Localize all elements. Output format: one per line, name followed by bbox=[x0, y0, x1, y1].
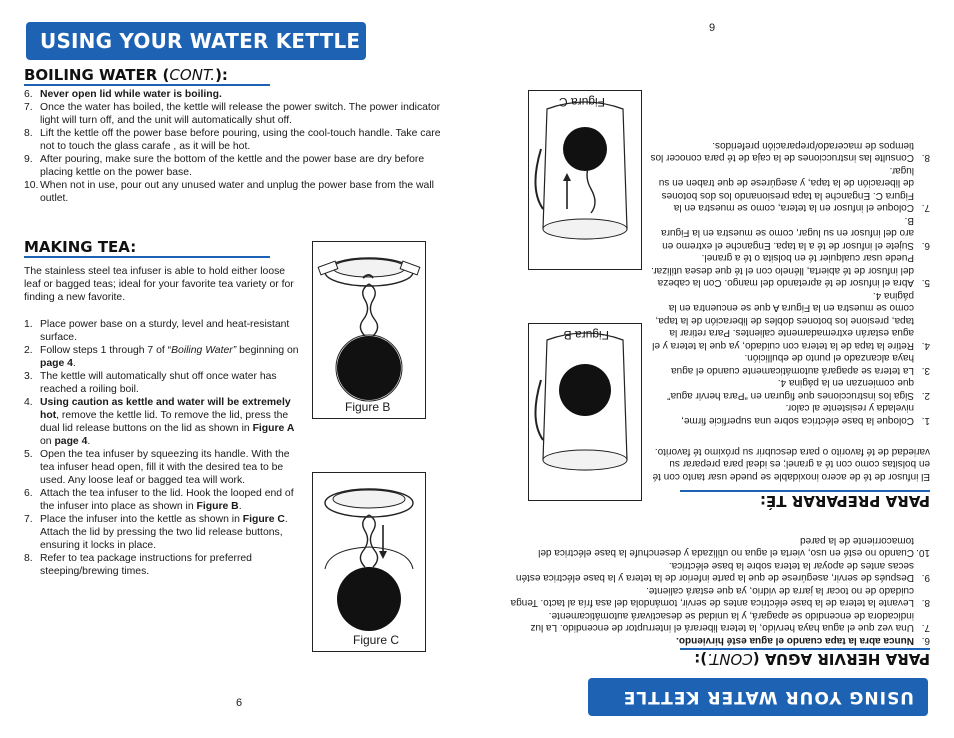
list-item: 7. Una vez que el agua haya hervido, la tetera liberará el interruptor de encendido. La luz indicadora de encendido se apagará, y la unidad se desactivará automáticamente. bbox=[530, 610, 930, 634]
list-item: 3. La tetera se apagará automáticamente cuando el agua haya alcanzado el punto de ebullición. bbox=[671, 352, 930, 376]
infuser-in-kettle-illustration bbox=[529, 324, 641, 500]
list-item: 5. Open the tea infuser by squeezing its handle. With the tea infuser head open, fill it with the desired tea to be used. Any loose leaf or bagged tea will work. bbox=[24, 449, 290, 486]
list-item: 7. Once the water has boiled, the kettle will release the power switch. The power indicator light will turn off, and the unit will automatically shut off. bbox=[24, 102, 441, 126]
list-item: 1. Coloque la base eléctrica sobre una superficie firme, nivelada y resistente al calor. bbox=[681, 402, 930, 426]
tea-intro-es: El infusor de té de acero inoxidable se puede usar tanto con té en bolsitas como con té a granel; es ideal para preparar su variedad de té favorito o para descubrir su próximo té favorito. bbox=[652, 446, 930, 482]
page-number: 6 bbox=[236, 697, 243, 709]
heading-rule bbox=[24, 256, 270, 258]
figure-b-label: Figure B bbox=[345, 400, 391, 414]
heading-rule bbox=[24, 84, 270, 86]
list-item: 4. Retire la tapa de la tetera con cuidado, ya que la tetera y el agua estarán extremadamente calientes. Para retirar la tapa, presione los botones dobles de liberación de la tapa, como se muestra en la Figura A que se encuentra en la página 4. bbox=[652, 290, 930, 351]
banner-title: USING YOUR WATER KETTLE bbox=[622, 687, 914, 707]
figura-b-label: Figura B bbox=[563, 328, 609, 342]
list-item: 10. Cuando no esté en uso, vierta el agua no utilizada y desenchufe la base eléctrica del tomacorriente de la pared bbox=[538, 535, 930, 559]
list-item: 6. Nunca abra la tapa cuando el agua esté hirviendo. bbox=[676, 635, 930, 646]
page-banner bbox=[26, 22, 366, 60]
list-item: 2. Follow steps 1 through 7 of “Boiling Water” beginning on page 4. bbox=[24, 345, 299, 369]
lid-on-kettle-illustration bbox=[529, 91, 641, 269]
list-item: 9. After pouring, make sure the bottom of the kettle and the power base are dry before placing kettle on the power base. bbox=[24, 154, 425, 178]
boiling-steps-list-es bbox=[500, 534, 930, 647]
list-item: 8. Consulte las instrucciones de la caja de té para conocer los tiempos de macerado/preparación preferidos. bbox=[650, 140, 930, 164]
heading-rule bbox=[680, 648, 930, 650]
list-item: 8. Levante la tetera de la base eléctrica antes de servir, tomándola del asa fría al tacto. Tenga cuidado de no tocar la jarra de vidrio, ya que estará caliente. bbox=[510, 585, 930, 609]
infuser-into-kettle-illustration bbox=[313, 473, 425, 651]
list-item: 4. Using caution as kettle and water will be extremely hot, remove the kettle lid. To remove the lid, press the dual lid release buttons on the lid as shown in Figure A on page 4. bbox=[24, 397, 295, 447]
list-item: 2. Siga los instrucciones que figuran en “Para hervir agua” que comienzan en la página 4. bbox=[667, 377, 930, 401]
list-item: 9. Después de servir, asegúrese de que la parte inferior de la tetera y la base eléctrica estén secas antes de apoyar la tetera sobre la base eléctrica. bbox=[515, 560, 930, 584]
list-item: 6. Attach the tea infuser to the lid. Hook the looped end of the infuser into place as shown in Figure B. bbox=[24, 488, 294, 512]
tea-steps-list-es bbox=[650, 139, 930, 427]
right-page bbox=[477, 0, 954, 738]
tea-steps-list bbox=[24, 318, 304, 578]
making-tea-heading: MAKING TEA: bbox=[24, 238, 137, 256]
list-item: 7. Place the infuser into the kettle as shown in Figure C. Attach the lid by pressing the two lid release buttons, ensuring it locks in place. bbox=[24, 514, 288, 551]
tea-intro: The stainless steel tea infuser is able to hold either loose leaf or bagged teas; ideal for your favorite tea variety or for finding a new favorite. bbox=[24, 266, 294, 303]
making-tea-heading-es: PARA PREPARAR TÉ: bbox=[759, 492, 930, 510]
rotated-spanish-content bbox=[477, 0, 954, 738]
list-item: 8. Lift the kettle off the power base before pouring, using the cool-touch handle. Take care not to touch the glass carafe , as it will be hot. bbox=[24, 128, 441, 152]
page-banner bbox=[588, 678, 928, 716]
figure-c-label: Figure C bbox=[353, 633, 400, 647]
figura-b bbox=[528, 323, 642, 501]
list-item: 10. When not in use, pour out any unused water and unplug the power base from the wall outlet. bbox=[24, 180, 434, 204]
page-number: 9 bbox=[709, 22, 716, 34]
boiling-steps-list bbox=[24, 88, 454, 205]
list-item: 1. Place power base on a sturdy, level and heat-resistant surface. bbox=[24, 319, 290, 343]
list-item: 6. Never open lid while water is boiling. bbox=[24, 89, 222, 100]
list-item: 6. Sujete el infusor de té a la tapa. Enganche el extremo en aro del infusor en su lugar, como se muestra en la Figura B. bbox=[661, 215, 930, 251]
boiling-water-heading: BOILING WATER (CONT.): bbox=[24, 66, 228, 84]
list-item: 3. The kettle will automatically shut off once water has reached a roiling boil. bbox=[24, 371, 277, 395]
list-item: 7. Coloque el infusor en la tetera, como se muestra en la Figura C. Enganche la tapa presionando los dos botones de liberación de la tapa, y asegúrese de que traben en su lugar. bbox=[658, 165, 930, 214]
figura-c bbox=[528, 90, 642, 270]
figure-b bbox=[312, 241, 426, 419]
boiling-water-heading-es: PARA HERVIR AGUA (CONT.): bbox=[694, 650, 930, 668]
list-item: 5. Abra el infusor de té apretando del mango. Con la cabeza del infusor de té abierta, llénelo con el té que desea utilizar. Puede usar cualquier té en bolsita o té a granel. bbox=[651, 252, 930, 289]
list-item: 8. Refer to tea package instructions for preferred steeping/brewing times. bbox=[24, 553, 252, 577]
figura-c-label: Figura C bbox=[558, 95, 605, 109]
infuser-on-lid-illustration bbox=[313, 242, 425, 418]
heading-rule bbox=[680, 490, 930, 492]
banner-title: USING YOUR WATER KETTLE bbox=[40, 29, 361, 53]
figure-c bbox=[312, 472, 426, 652]
